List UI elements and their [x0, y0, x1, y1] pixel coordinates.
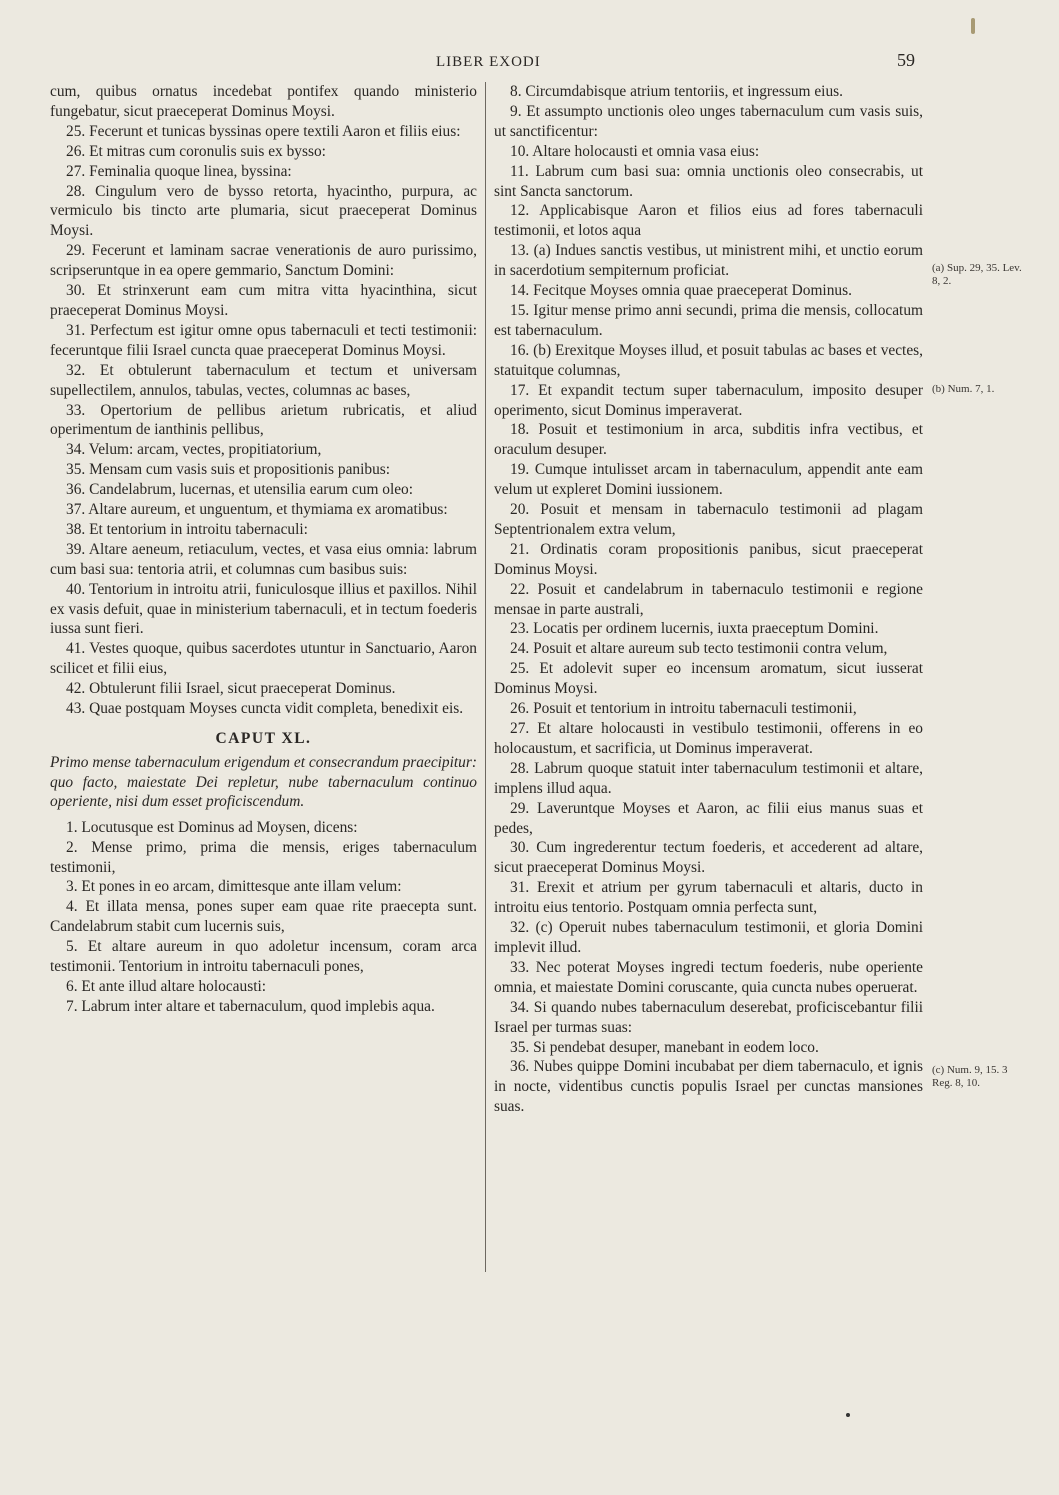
- verse: 35. Si pendebat desuper, manebant in eodem loco.: [510, 1038, 819, 1056]
- verse: 16. (b) Erexitque Moyses illud, et posuit tabulas ac bases et vectes, statuitque columnas,: [494, 341, 923, 379]
- verse: 41. Vestes quoque, quibus sacerdotes utuntur in Sanctuario, Aaron scilicet et filii eius,: [50, 640, 477, 678]
- verse: 22. Posuit et candelabrum in tabernaculo testimonii e regione mensae in parte australi,: [494, 580, 923, 618]
- right-column: [494, 82, 923, 1117]
- verse: 37. Altare aureum, et unguentum, et thymiama ex aromatibus:: [66, 501, 448, 519]
- margin-note-c: (c) Num. 9, 15. 3 Reg. 8, 10.: [932, 1064, 1008, 1089]
- verse: 38. Et tentorium in introitu tabernaculi:: [66, 520, 308, 538]
- verse: 5. Et altare aureum in quo adoletur incensum, coram arca testimonii. Tentorium in introitu tabernaculi pones,: [50, 938, 477, 976]
- verse: 23. Locatis per ordinem lucernis, iuxta praeceptum Domini.: [510, 620, 879, 638]
- verses-after-chapter: [50, 818, 477, 1017]
- verse: 32. (c) Operuit nubes tabernaculum testimonii, et gloria Domini implevit illud.: [494, 919, 923, 956]
- verse: 19. Cumque intulisset arcam in tabernaculum, appendit ante eam velum ut expleret Domini iussionem.: [494, 461, 923, 499]
- verse: 28. Cingulum vero de bysso retorta, hyacintho, purpura, ac vermiculo bis tincto arte plumaria, sicut praeceperat Dominus Moysi.: [50, 182, 477, 240]
- verse: cum, quibus ornatus incedebat pontifex quando ministerio fungebatur, sicut praeceperat Dominus Moysi.: [50, 83, 477, 120]
- margin-note-a: (a) Sup. 29, 35. Lev. 8, 2.: [932, 262, 1022, 287]
- verse: 14. Fecitque Moyses omnia quae praeceperat Dominus.: [510, 282, 852, 300]
- verse: 9. Et assumpto unctionis oleo unges tabernaculum cum vasis suis, ut sanctificentur:: [494, 102, 923, 140]
- printer-mark: [846, 1413, 850, 1417]
- verse: 15. Igitur mense primo anni secundi, prima die mensis, collocatum est tabernaculum.: [494, 301, 923, 339]
- left-column: [50, 82, 477, 1017]
- chapter-heading: CAPUT XL.: [215, 730, 312, 747]
- verse: 40. Tentorium in introitu atrii, funiculosque illius et paxillos. Nihil ex vasis defuit, quae in ministerium tabernaculi, et in tectum foederis iussa sunt fieri.: [50, 580, 477, 638]
- verse: 1. Locutusque est Dominus ad Moysen, dicens:: [66, 818, 358, 836]
- verse: 20. Posuit et mensam in tabernaculo testimonii ad plagam Septentrionalem extra velum,: [494, 501, 923, 538]
- verse: 28. Labrum quoque statuit inter tabernaculum testimonii et altare, implens illud aqua.: [494, 759, 923, 797]
- verse: 4. Et illata mensa, pones super eam quae rite praecepta sunt. Candelabrum stabit cum lucernis suis,: [50, 898, 477, 936]
- verse: 3. Et pones in eo arcam, dimittesque ante illam velum:: [66, 878, 402, 896]
- verse: 12. Applicabisque Aaron et filios eius ad fores tabernaculi testimonii, et lotos aqua: [494, 202, 923, 240]
- verse: 32. Et obtulerunt tabernaculum et tectum et universam supellectilem, annulos, tabulas, vectes, columnas ac bases,: [50, 361, 477, 399]
- paper-speck: [971, 18, 975, 34]
- verse: 30. Et strinxerunt eam cum mitra vitta hyacinthina, sicut praeceperat Dominus Moysi.: [50, 282, 477, 319]
- verse: 29. Laveruntque Moyses et Aaron, ac filii eius manus suas et pedes,: [494, 799, 923, 837]
- verse: 13. (a) Indues sanctis vestibus, ut ministrent mihi, et unctio eorum in sacerdotium sempiternum proficiat.: [494, 242, 923, 280]
- verse: 24. Posuit et altare aureum sub tecto testimonii contra velum,: [510, 640, 888, 658]
- verse: 42. Obtulerunt filii Israel, sicut praeceperat Dominus.: [66, 680, 396, 698]
- verse: 17. Et expandit tectum super tabernaculum, imposito desuper operimento, sicut Dominus imperaverat.: [494, 381, 923, 419]
- verse: 2. Mense primo, prima die mensis, eriges tabernaculum testimonii,: [50, 838, 477, 876]
- running-title: LIBER EXODI: [436, 54, 541, 70]
- margin-note-b: (b) Num. 7, 1.: [932, 383, 995, 395]
- verse: 36. Nubes quippe Domini incubabat per diem tabernaculo, et ignis in nocte, videntibus cunctis populis Israel per cunctas mansiones suas.: [494, 1058, 923, 1116]
- verse: 10. Altare holocausti et omnia vasa eius:: [510, 142, 760, 160]
- verse: 29. Fecerunt et laminam sacrae venerationis de auro purissimo, scripseruntque in ea opere gemmario, Sanctum Domini:: [50, 242, 477, 280]
- verses-before-chapter: [50, 82, 477, 719]
- verse: 11. Labrum cum basi sua: omnia unctionis oleo consecrabis, ut sint Sancta sanctorum.: [494, 162, 923, 200]
- column-divider: [485, 82, 486, 1272]
- verse: 7. Labrum inter altare et tabernaculum, quod implebis aqua.: [66, 997, 435, 1015]
- verse: 27. Feminalia quoque linea, byssina:: [66, 162, 292, 180]
- verse: 25. Fecerunt et tunicas byssinas opere textili Aaron et filiis eius:: [66, 122, 461, 140]
- verse: 26. Et mitras cum coronulis suis ex bysso:: [66, 142, 326, 160]
- verses-right: [494, 82, 923, 1117]
- verse: 6. Et ante illud altare holocausti:: [66, 977, 267, 995]
- page-number: 59: [897, 50, 915, 70]
- verse: 31. Erexit et atrium per gyrum tabernaculi et altaris, ducto in introitu eius tentorio. Postquam omnia perfecta sunt,: [494, 879, 923, 917]
- verse: 8. Circumdabisque atrium tentoriis, et ingressum eius.: [510, 83, 843, 100]
- verse: 18. Posuit et testimonium in arca, subditis infra vectibus, et oraculum desuper.: [494, 421, 923, 459]
- verse: 26. Posuit et tentorium in introitu tabernaculi testimonii,: [510, 700, 857, 718]
- chapter-summary: Primo mense tabernaculum erigendum et consecrandum praecipitur: quo facto, maiestate Dei repletur, nube tabernaculum continuo operiente, nisi dum esset proficiscendum.: [50, 753, 477, 811]
- verse: 30. Cum ingrederentur tectum foederis, et accederent ad altare, sicut praeceperat Dominus Moysi.: [494, 839, 923, 877]
- verse: 39. Altare aeneum, retiaculum, vectes, et vasa eius omnia: labrum cum basi sua: tentoria atrii, et columnas cum basibus suis:: [50, 540, 477, 578]
- verse: 43. Quae postquam Moyses cuncta vidit completa, benedixit eis.: [66, 700, 464, 718]
- verse: 34. Si quando nubes tabernaculum deserebat, proficiscebantur filii Israel per turmas suas:: [494, 998, 923, 1036]
- verse: 21. Ordinatis coram propositionis panibus, sicut praeceperat Dominus Moysi.: [494, 540, 923, 578]
- verse: 33. Opertorium de pellibus arietum rubricatis, et aliud operimentum de ianthinis pellibus,: [50, 401, 477, 439]
- page-header: [0, 50, 1059, 74]
- verse: 25. Et adolevit super eo incensum aromatum, sicut iusserat Dominus Moysi.: [494, 660, 923, 698]
- verse: 35. Mensam cum vasis suis et propositionis panibus:: [66, 461, 391, 479]
- verse: 36. Candelabrum, lucernas, et utensilia earum cum oleo:: [66, 481, 414, 499]
- verse: 33. Nec poterat Moyses ingredi tectum foederis, nube operiente omnia, et maiestate Domini coruscante, quia cuncta nubes operuerat.: [494, 958, 923, 996]
- verse: 27. Et altare holocausti in vestibulo testimonii, offerens in eo holocaustum, et sacrificia, ut Dominus imperaverat.: [494, 720, 923, 757]
- verse: 34. Velum: arcam, vectes, propitiatorium,: [66, 441, 322, 459]
- verse: 31. Perfectum est igitur omne opus tabernaculi et tecti testimonii: feceruntque filii Israel cuncta quae praeceperat Dominus Moysi.: [50, 321, 477, 359]
